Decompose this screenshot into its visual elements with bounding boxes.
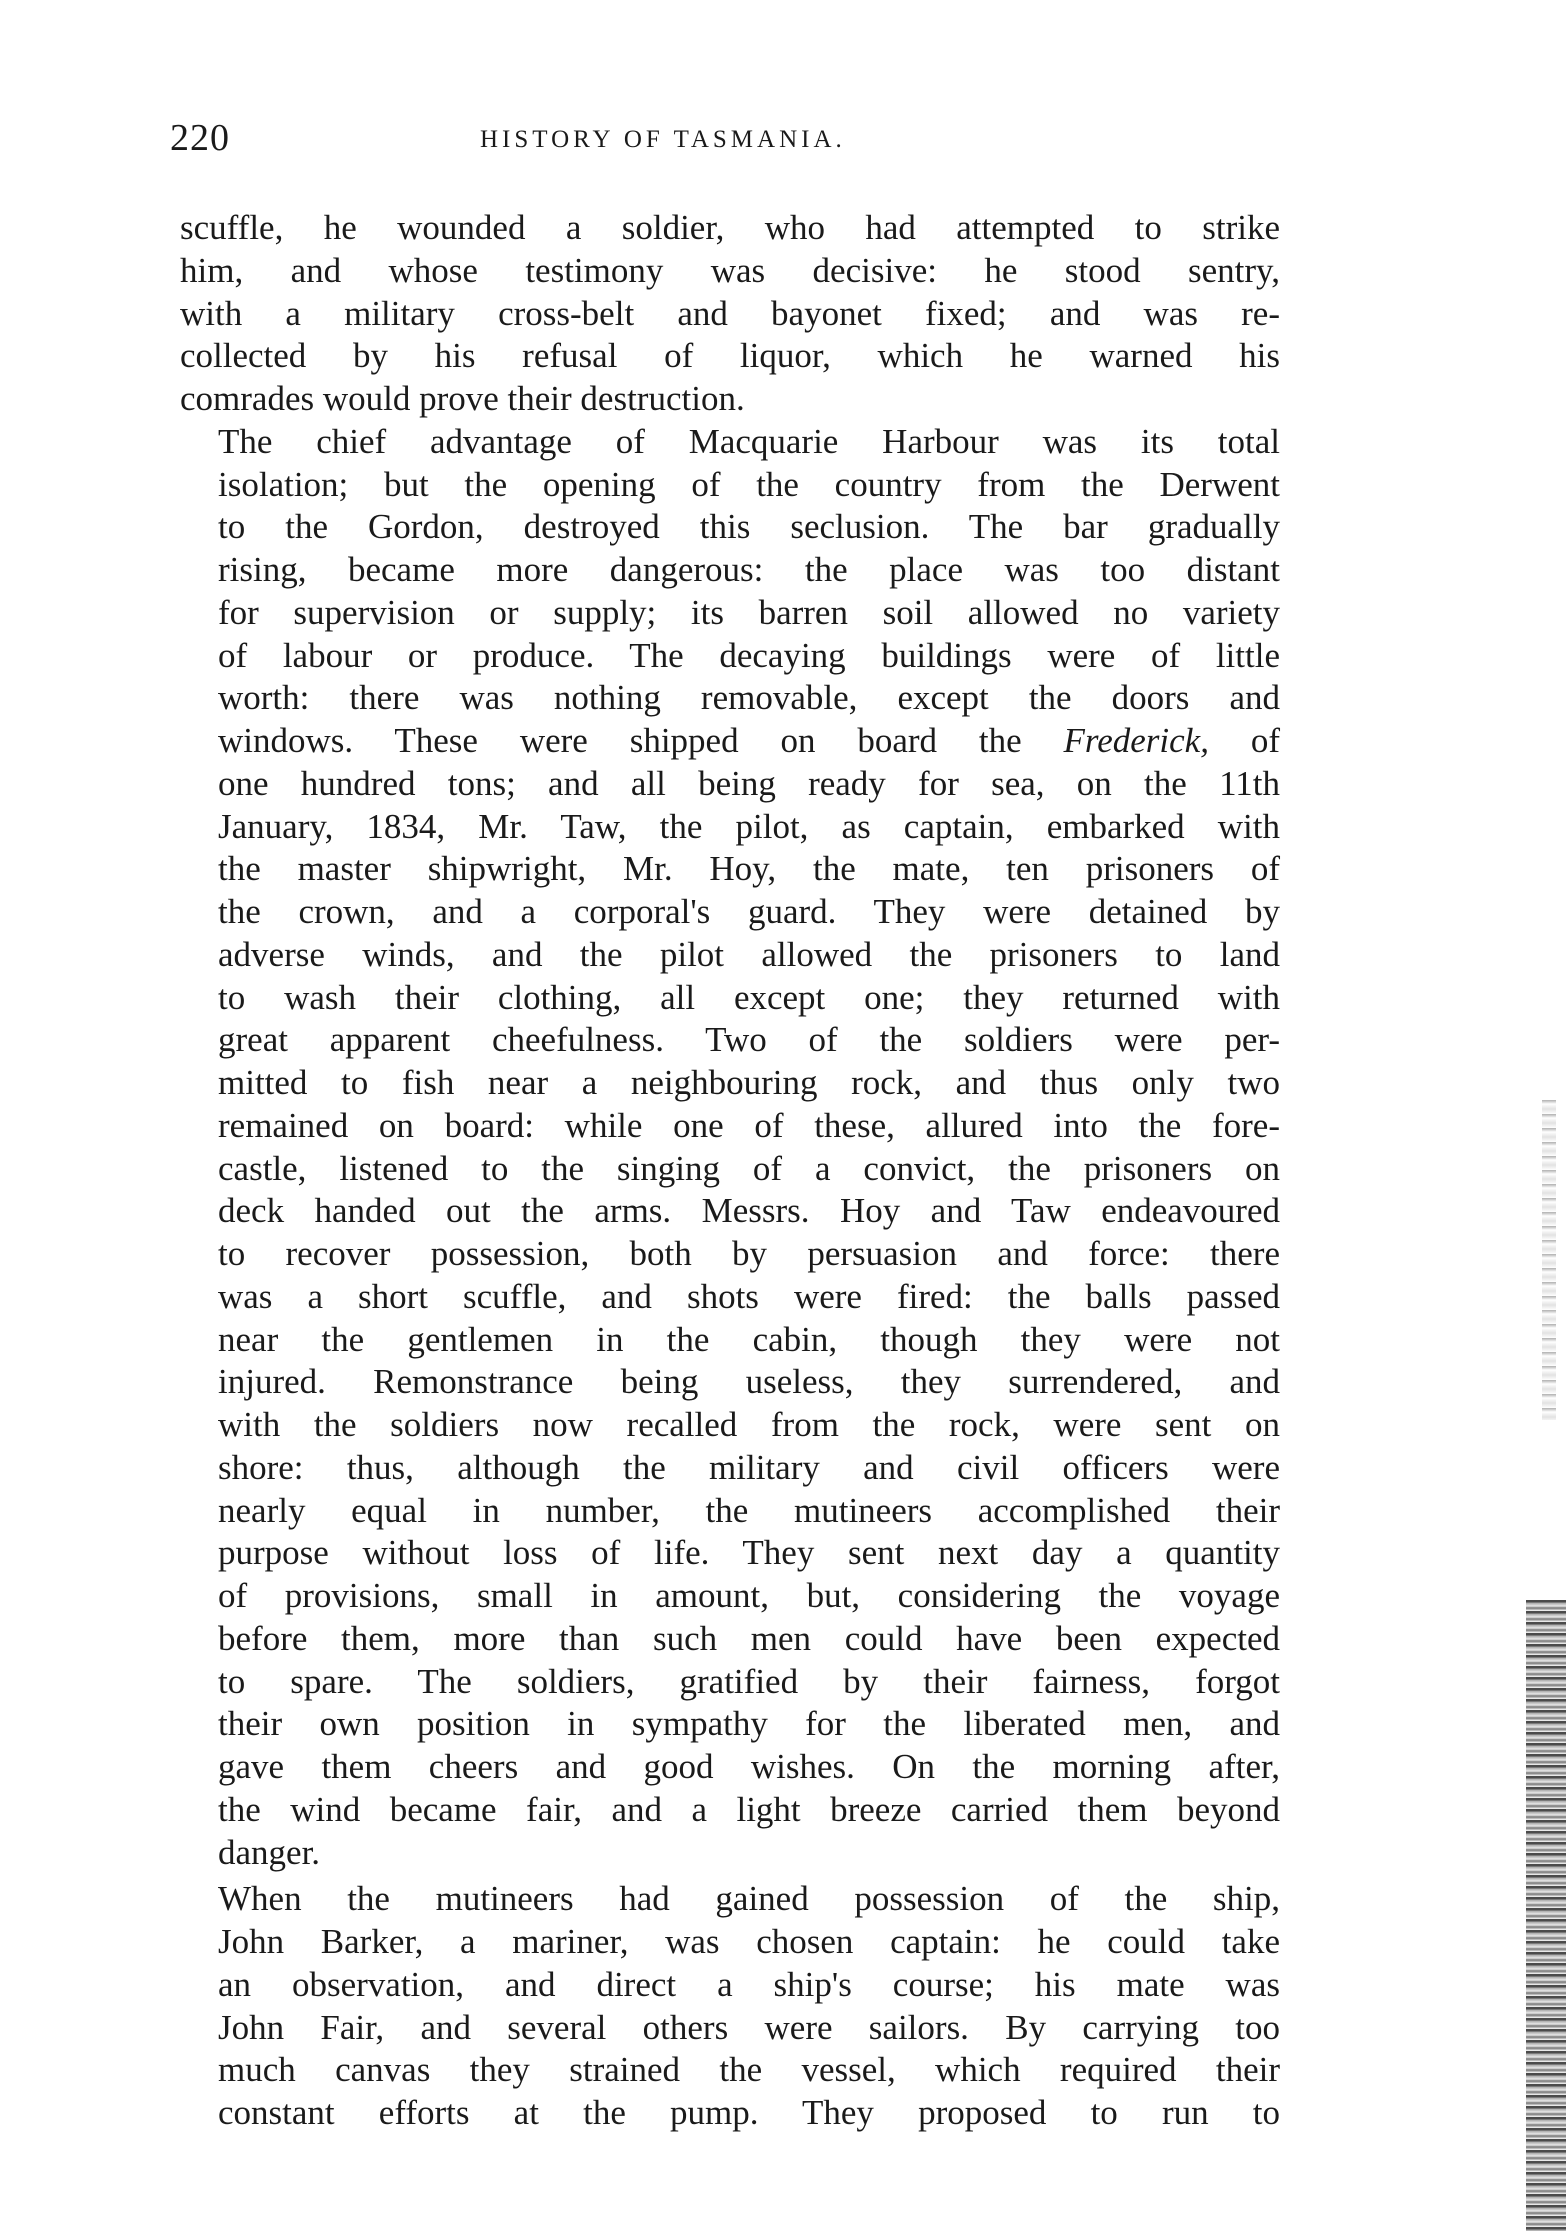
text-segment: windows. These were shipped on board the xyxy=(218,721,1022,760)
text-line: January, 1834, Mr. Taw, the pilot, as captain, embarked with xyxy=(218,806,1280,846)
text-line: gave them cheers and good wishes. On the morning after, xyxy=(218,1747,1280,1786)
text-line: constant efforts at the pump. They proposed to run to xyxy=(218,2093,1280,2132)
text-line: great apparent cheefulness. Two of the soldiers were per- xyxy=(218,1020,1280,1060)
text-line: worth: there was nothing removable, except the doors and xyxy=(218,678,1280,718)
paragraph-1 xyxy=(180,207,1280,421)
text-line: danger. xyxy=(218,1832,321,1872)
text-line: collected by his refusal of liquor, which he warned his xyxy=(180,336,1280,376)
text-line: remained on board: while one of these, allured into the fore- xyxy=(218,1105,1280,1145)
text-line: their own position in sympathy for the liberated men, and xyxy=(218,1704,1280,1744)
text-line: near the gentlemen in the cabin, though they were not xyxy=(218,1319,1280,1359)
text-line: to recover possession, both by persuasion and force: there xyxy=(218,1234,1280,1273)
text-line: scuffle, he wounded a soldier, who had attempted to strike xyxy=(180,208,1280,247)
text-line: for supervision or supply; its barren soil allowed no variety xyxy=(218,592,1280,632)
text-line: an observation, and direct a ship's course; his mate was xyxy=(218,1964,1280,2004)
text-line: mitted to fish near a neighbouring rock, and thus only two xyxy=(218,1063,1280,1102)
page-number: 220 xyxy=(170,117,230,159)
text-line: to the Gordon, destroyed this seclusion. The bar gradually xyxy=(218,507,1280,547)
text-line-with-ship-name xyxy=(180,720,1280,763)
text-segment: of xyxy=(1250,721,1280,760)
text-line: purpose without loss of life. They sent next day a quantity xyxy=(218,1533,1280,1573)
text-line: of labour or produce. The decaying buildings were of little xyxy=(218,635,1280,675)
text-line: the wind became fair, and a light breeze carried them beyond xyxy=(218,1789,1280,1829)
page-header xyxy=(170,116,1275,166)
ship-name: Frederick, xyxy=(1063,721,1209,760)
text-line: nearly equal in number, the mutineers accomplished their xyxy=(218,1490,1280,1530)
text-line: with a military cross-belt and bayonet fixed; and was re- xyxy=(180,293,1280,333)
text-line: to wash their clothing, all except one; they returned with xyxy=(218,977,1280,1017)
text-line: much canvas they strained the vessel, which required their xyxy=(218,2050,1280,2090)
running-head: HISTORY OF TASMANIA. xyxy=(480,126,846,153)
body-text xyxy=(180,207,1280,2135)
text-line: with the soldiers now recalled from the rock, were sent on xyxy=(218,1405,1280,1444)
text-line: The chief advantage of Macquarie Harbour was its total xyxy=(218,421,1280,461)
text-line: isolation; but the opening of the country from the Derwent xyxy=(218,464,1280,504)
text-line: was a short scuffle, and shots were fired: the balls passed xyxy=(218,1276,1280,1316)
scan-binding-edge xyxy=(1526,1600,1566,2231)
text-line: When the mutineers had gained possession of the ship, xyxy=(218,1879,1280,1919)
scan-margin-artifact xyxy=(1542,1100,1556,1420)
paragraph-2 xyxy=(180,421,1280,1875)
text-line: him, and whose testimony was decisive: he stood sentry, xyxy=(180,250,1280,290)
text-line: castle, listened to the singing of a convict, the prisoners on xyxy=(218,1148,1280,1188)
text-line: the master shipwright, Mr. Hoy, the mate, ten prisoners of xyxy=(218,849,1280,889)
text-line: shore: thus, although the military and civil officers were xyxy=(218,1447,1280,1487)
text-line: adverse winds, and the pilot allowed the prisoners to land xyxy=(218,934,1280,974)
paragraph-3 xyxy=(180,1878,1280,2135)
text-line: before them, more than such men could have been expected xyxy=(218,1618,1280,1658)
text-line: John Barker, a mariner, was chosen captain: he could take xyxy=(218,1922,1280,1961)
text-line: rising, became more dangerous: the place was too distant xyxy=(218,550,1280,589)
text-line: comrades would prove their destruction. xyxy=(180,379,745,418)
text-line: to spare. The soldiers, gratified by their fairness, forgot xyxy=(218,1661,1280,1701)
text-line: injured. Remonstrance being useless, they surrendered, and xyxy=(218,1362,1280,1402)
text-line: John Fair, and several others were sailors. By carrying too xyxy=(218,2007,1280,2047)
text-line: deck handed out the arms. Messrs. Hoy and Taw endeavoured xyxy=(218,1191,1280,1231)
text-line: the crown, and a corporal's guard. They were detained by xyxy=(218,892,1280,931)
text-line: of provisions, small in amount, but, considering the voyage xyxy=(218,1576,1280,1615)
text-line: one hundred tons; and all being ready for sea, on the 11th xyxy=(218,763,1280,803)
